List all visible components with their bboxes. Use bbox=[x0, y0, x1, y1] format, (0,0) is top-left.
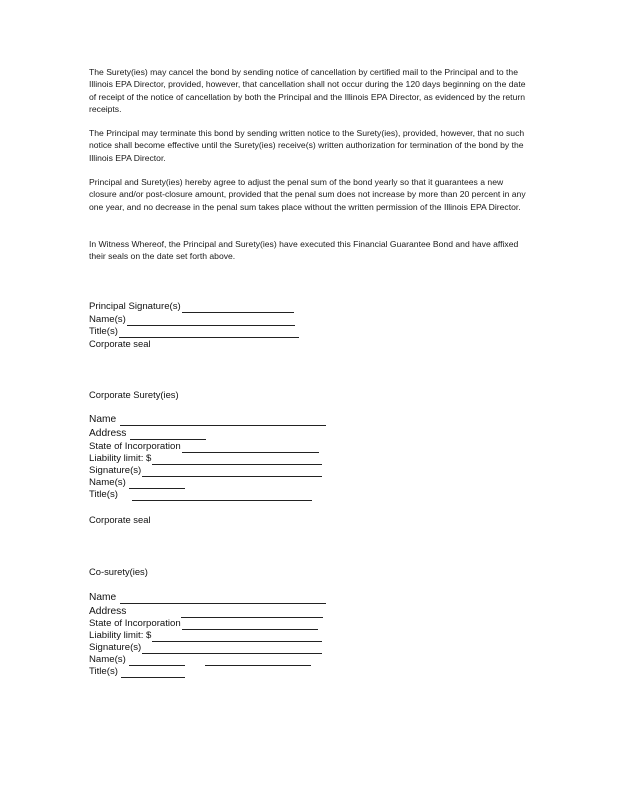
principal-signature-label: Principal Signature(s) bbox=[89, 301, 181, 312]
corporate-surety-signature-field[interactable] bbox=[142, 467, 322, 477]
co-surety-state-line bbox=[89, 618, 318, 630]
corporate-surety-names-line bbox=[89, 477, 185, 489]
corporate-surety-name-label: Name bbox=[89, 414, 117, 425]
principal-corporate-seal: Corporate seal bbox=[89, 338, 151, 349]
corporate-surety-seal: Corporate seal bbox=[89, 514, 151, 525]
corporate-surety-heading: Corporate Surety(ies) bbox=[89, 389, 179, 400]
co-surety-titles-field[interactable] bbox=[121, 668, 185, 678]
co-surety-signature-line bbox=[89, 642, 322, 654]
co-surety-names-field[interactable] bbox=[129, 656, 185, 666]
corporate-surety-signature-label: Signature(s) bbox=[89, 465, 142, 476]
corporate-surety-name-line bbox=[89, 414, 326, 426]
corporate-surety-titles-label: Title(s) bbox=[89, 489, 118, 500]
principal-name-line bbox=[89, 314, 295, 326]
principal-signature-field[interactable] bbox=[182, 303, 294, 313]
co-surety-names-field-extension[interactable] bbox=[205, 656, 311, 666]
corporate-surety-signature-line bbox=[89, 465, 322, 477]
corporate-surety-name-field[interactable] bbox=[120, 416, 326, 426]
co-surety-titles-line bbox=[89, 666, 185, 678]
co-surety-names-label: Name(s) bbox=[89, 654, 126, 665]
corporate-surety-names-field[interactable] bbox=[129, 479, 185, 489]
co-surety-signature-field[interactable] bbox=[142, 644, 322, 654]
corporate-surety-names-label: Name(s) bbox=[89, 477, 126, 488]
corporate-surety-liability-label: Liability limit: $ bbox=[89, 453, 152, 464]
principal-title-line bbox=[89, 326, 299, 338]
principal-name-label: Name(s) bbox=[89, 314, 126, 325]
co-surety-state-field[interactable] bbox=[182, 620, 318, 630]
principal-title-field[interactable] bbox=[119, 328, 299, 338]
co-surety-titles-label: Title(s) bbox=[89, 666, 118, 677]
penal-sum-paragraph: Principal and Surety(ies) hereby agree to adjust the penal sum of the bond yearly so that it guarantees a new closure and/or post-closure amount, provided that the penal sum does not increase by more than 20 percent in any one year, and no decrease in the penal sum takes place without the written permission of the Illinois EPA Director. bbox=[89, 177, 526, 212]
co-surety-heading: Co-surety(ies) bbox=[89, 566, 148, 577]
corporate-surety-address-field[interactable] bbox=[130, 430, 206, 440]
cancellation-paragraph: The Surety(ies) may cancel the bond by sending notice of cancellation by certified mail to the Principal and to the Illinois EPA Director, provided, however, that cancellation shall not occur during the 120 days beginning on the date of receipt of the notice of cancellation by both the Principal and the Illinois EPA Director, as evidenced by the return receipts. bbox=[89, 67, 526, 114]
co-surety-liability-line bbox=[89, 630, 322, 642]
corporate-surety-titles-field[interactable] bbox=[132, 491, 312, 501]
co-surety-signature-label: Signature(s) bbox=[89, 642, 142, 653]
co-surety-address-label: Address bbox=[89, 606, 127, 617]
co-surety-names-line bbox=[89, 654, 311, 666]
co-surety-name-field[interactable] bbox=[120, 594, 326, 604]
corporate-surety-liability-line bbox=[89, 453, 322, 465]
corporate-surety-address-line bbox=[89, 428, 206, 440]
co-surety-address-field[interactable] bbox=[181, 608, 323, 618]
corporate-surety-state-label: State of Incorporation bbox=[89, 441, 181, 452]
witness-paragraph: In Witness Whereof, the Principal and Surety(ies) have executed this Financial Guarantee Bond and have affixed their seals on the date set forth above. bbox=[89, 239, 519, 262]
co-surety-state-label: State of Incorporation bbox=[89, 618, 181, 629]
principal-name-field[interactable] bbox=[127, 316, 295, 326]
co-surety-liability-field[interactable] bbox=[152, 632, 322, 642]
co-surety-name-label: Name bbox=[89, 592, 117, 603]
principal-signature-line bbox=[89, 301, 294, 313]
corporate-surety-state-field[interactable] bbox=[182, 443, 319, 453]
co-surety-address-line bbox=[89, 606, 323, 618]
corporate-surety-liability-field[interactable] bbox=[152, 455, 322, 465]
principal-title-label: Title(s) bbox=[89, 326, 118, 337]
co-surety-liability-label: Liability limit: $ bbox=[89, 630, 152, 641]
corporate-surety-address-label: Address bbox=[89, 428, 127, 439]
termination-paragraph: The Principal may terminate this bond by sending written notice to the Surety(ies), provided, however, that no such notice shall become effective until the Surety(ies) receive(s) written authorization for termination of the bond by the Illinois EPA Director. bbox=[89, 128, 525, 163]
co-surety-name-line bbox=[89, 592, 326, 604]
corporate-surety-state-line bbox=[89, 441, 319, 453]
corporate-surety-titles-line bbox=[89, 489, 312, 501]
